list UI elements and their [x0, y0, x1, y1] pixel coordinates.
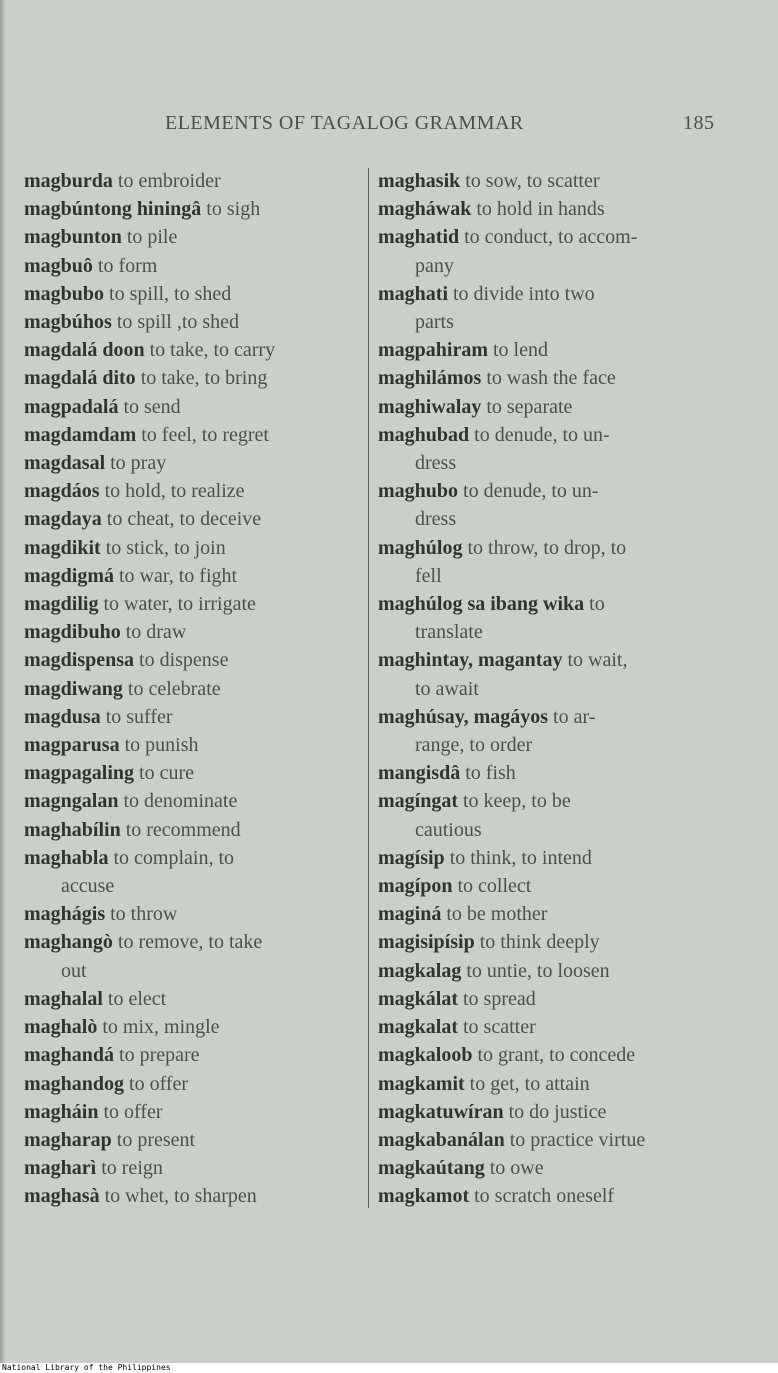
entry-definition: to get, to attain — [464, 1072, 590, 1095]
dictionary-entry — [24, 252, 369, 280]
entry-definition: to offer — [98, 1100, 163, 1123]
entry-definition: to fish — [460, 762, 516, 785]
dictionary-entry — [24, 1041, 369, 1069]
dictionary-entry-continuation — [378, 675, 723, 703]
entry-definition: to denominate — [118, 790, 238, 813]
dictionary-entry — [378, 1098, 723, 1126]
dictionary-entry — [24, 308, 369, 336]
entry-headword: maghalò — [24, 1016, 98, 1039]
entry-headword: magdikit — [24, 536, 101, 559]
entry-definition: to whet, to sharpen — [99, 1185, 257, 1208]
entry-definition: to cure — [134, 762, 195, 785]
entry-definition: to throw, to drop, to — [462, 536, 627, 559]
entry-definition: to form — [92, 254, 158, 277]
entry-headword: magháwak — [378, 198, 472, 221]
dictionary-entry — [378, 1126, 723, 1154]
dictionary-entry — [24, 477, 369, 505]
dictionary-entry — [24, 1154, 369, 1182]
entry-definition: to send — [118, 395, 181, 418]
dictionary-entry — [378, 1013, 723, 1041]
dictionary-entry — [24, 928, 369, 956]
entry-headword: magísip — [378, 846, 445, 869]
entry-headword: magíngat — [378, 790, 458, 813]
entry-headword: magkalat — [378, 1016, 458, 1039]
dictionary-entry-continuation — [378, 505, 723, 533]
entry-headword: maghati — [378, 282, 448, 305]
entry-definition: to scatter — [458, 1016, 536, 1039]
entry-definition: to sow, to scatter — [460, 170, 600, 192]
entry-headword: magdusa — [24, 705, 101, 728]
entry-definition: to separate — [481, 395, 573, 418]
dictionary-entry — [378, 1182, 723, 1210]
entry-headword: magdasal — [24, 452, 106, 475]
dictionary-entry — [24, 280, 369, 308]
entry-definition: translate — [415, 621, 483, 644]
entry-definition: to wash the face — [481, 367, 616, 390]
entry-headword: magdilig — [24, 593, 99, 616]
entry-definition: parts — [415, 311, 454, 334]
dictionary-entry — [378, 421, 723, 449]
entry-definition: to cheat, to deceive — [101, 508, 262, 531]
entry-headword: magbúntong hiningâ — [24, 198, 202, 221]
dictionary-entry — [378, 928, 723, 956]
entry-definition: to lend — [488, 339, 548, 362]
entry-headword: magdigmá — [24, 564, 114, 587]
dictionary-entry-continuation — [378, 618, 723, 646]
entry-headword: magkaloob — [378, 1044, 473, 1067]
right-column — [378, 167, 723, 1211]
entry-definition: to grant, to concede — [472, 1044, 636, 1067]
dictionary-entry — [24, 590, 369, 618]
dictionary-entry — [378, 844, 723, 872]
entry-headword: maghilámos — [378, 367, 482, 390]
entry-headword: maghúlog sa ibang wika — [378, 593, 585, 616]
entry-definition: to recommend — [120, 818, 241, 841]
dictionary-entry — [24, 1098, 369, 1126]
entry-definition: to prepare — [114, 1044, 200, 1067]
entry-definition: to denude, to un- — [469, 423, 610, 446]
dictionary-entry — [378, 223, 723, 251]
entry-definition: to remove, to take — [112, 931, 263, 954]
entry-definition: to dispense — [134, 649, 229, 672]
dictionary-entry — [24, 1070, 369, 1098]
column-divider — [368, 168, 369, 1208]
entry-definition: to spill ,to shed — [111, 311, 240, 334]
dictionary-entry — [378, 280, 723, 308]
entry-definition: to divide into two — [448, 282, 595, 305]
dictionary-entry — [24, 534, 369, 562]
dictionary-entry-continuation — [24, 957, 369, 985]
dictionary-entry — [378, 985, 723, 1013]
entry-headword: maghúsay, magáyos — [378, 705, 549, 728]
entry-headword: magdalá dito — [24, 367, 136, 390]
dictionary-entry — [378, 787, 723, 815]
entry-definition: to do justice — [503, 1100, 607, 1123]
entry-headword: maghandog — [24, 1072, 125, 1095]
entry-headword: magkabanálan — [378, 1128, 505, 1151]
dictionary-entry — [24, 421, 369, 449]
dictionary-entry-continuation — [378, 252, 723, 280]
entry-definition: to untie, to loosen — [461, 959, 610, 982]
entry-definition: to hold in hands — [471, 198, 605, 221]
dictionary-entry — [24, 364, 369, 392]
entry-definition: to practice virtue — [504, 1128, 646, 1151]
dictionary-entry-continuation — [378, 449, 723, 477]
entry-headword: maghasà — [24, 1185, 100, 1208]
entry-headword: magkalag — [378, 959, 462, 982]
dictionary-entry — [378, 336, 723, 364]
entry-definition: to spill, to shed — [104, 282, 232, 305]
entry-definition: out — [61, 959, 87, 982]
entry-definition: to war, to fight — [114, 564, 238, 587]
entry-definition: to pray — [105, 452, 167, 475]
dictionary-entry-continuation — [378, 816, 723, 844]
dictionary-entry — [24, 562, 369, 590]
dictionary-entry — [24, 393, 369, 421]
entry-headword: magdiwang — [24, 677, 123, 700]
running-header — [0, 112, 778, 142]
entry-headword: maghatid — [378, 226, 460, 249]
entry-definition: to collect — [452, 875, 532, 898]
dictionary-entry — [378, 1154, 723, 1182]
entry-definition: to ar- — [548, 705, 596, 728]
entry-definition: to sigh — [201, 198, 261, 221]
dictionary-entry — [24, 1182, 369, 1210]
entry-headword: magháin — [24, 1100, 99, 1123]
dictionary-entry — [378, 1041, 723, 1069]
entry-headword: maghabílin — [24, 818, 121, 841]
entry-headword: magharap — [24, 1128, 112, 1151]
page-number: 185 — [683, 112, 715, 134]
entry-definition: to pile — [121, 226, 178, 249]
entry-headword: magbubo — [24, 282, 105, 305]
dictionary-entry — [24, 336, 369, 364]
entry-definition: fell — [415, 564, 442, 587]
entry-headword: magkaútang — [378, 1157, 485, 1180]
entry-headword: magdaya — [24, 508, 102, 531]
dictionary-entry — [378, 872, 723, 900]
entry-definition: to await — [415, 677, 479, 700]
entry-headword: magharì — [24, 1157, 97, 1180]
entry-headword: magdalá doon — [24, 339, 145, 362]
entry-definition: to mix, mingle — [97, 1016, 220, 1039]
entry-definition: to draw — [120, 621, 187, 644]
entry-definition: to take, to bring — [135, 367, 268, 390]
entry-headword: magípon — [378, 875, 453, 898]
entry-definition: to hold, to realize — [99, 480, 245, 503]
entry-definition: to complain, to — [108, 846, 235, 869]
entry-definition: to conduct, to accom- — [459, 226, 638, 249]
entry-headword: maghubad — [378, 423, 470, 446]
entry-definition: to scratch oneself — [469, 1185, 615, 1208]
dictionary-entry — [24, 449, 369, 477]
entry-headword: magdamdam — [24, 423, 137, 446]
entry-headword: magkálat — [378, 987, 458, 1010]
entry-headword: maghabla — [24, 846, 109, 869]
dictionary-entry — [378, 1070, 723, 1098]
dictionary-entry — [378, 646, 723, 674]
entry-definition: to suffer — [100, 705, 173, 728]
entry-definition: to throw — [105, 903, 178, 926]
entry-headword: maghubo — [378, 480, 459, 503]
dictionary-entry — [24, 1013, 369, 1041]
entry-definition: dress — [415, 508, 457, 531]
entry-headword: magkamot — [378, 1185, 470, 1208]
entry-definition: to embroider — [112, 170, 221, 192]
entry-headword: maghágis — [24, 903, 106, 926]
dictionary-entry — [24, 167, 369, 195]
entry-definition: dress — [415, 452, 457, 475]
left-column — [24, 167, 369, 1211]
entry-headword: magisipísip — [378, 931, 475, 954]
entry-definition: to celebrate — [122, 677, 221, 700]
dictionary-entry — [378, 534, 723, 562]
dictionary-entry — [378, 900, 723, 928]
entry-definition: to present — [111, 1128, 196, 1151]
entry-headword: maghasik — [378, 170, 461, 192]
entry-headword: magpahiram — [378, 339, 488, 362]
entry-definition: to think deeply — [474, 931, 600, 954]
entry-headword: magkatuwíran — [378, 1100, 504, 1123]
entry-headword: maginá — [378, 903, 442, 926]
entry-definition: cautious — [415, 818, 482, 841]
entry-headword: magbunton — [24, 226, 122, 249]
dictionary-entry — [378, 759, 723, 787]
entry-headword: maghandá — [24, 1044, 115, 1067]
dictionary-entry — [378, 703, 723, 731]
dictionary-entry — [24, 985, 369, 1013]
dictionary-entry-continuation — [378, 731, 723, 759]
dictionary-entry — [378, 590, 723, 618]
entry-headword: magdibuho — [24, 621, 121, 644]
entry-headword: magpadalá — [24, 395, 119, 418]
dictionary-entry-continuation — [24, 872, 369, 900]
dictionary-entry — [24, 223, 369, 251]
entry-headword: maghiwalay — [378, 395, 482, 418]
dictionary-entry — [24, 1126, 369, 1154]
dictionary-entry — [24, 195, 369, 223]
dictionary-entry — [24, 844, 369, 872]
page-spine-shadow — [0, 0, 6, 1363]
entry-headword: maghintay, magantay — [378, 649, 563, 672]
entry-headword: magbuô — [24, 254, 93, 277]
entry-definition: to owe — [484, 1157, 544, 1180]
entry-definition: to spread — [458, 987, 536, 1010]
entry-headword: magpagaling — [24, 762, 135, 785]
dictionary-entry — [24, 731, 369, 759]
dictionary-entry-continuation — [378, 562, 723, 590]
dictionary-entry — [24, 816, 369, 844]
dictionary-entry — [24, 618, 369, 646]
dictionary-entry — [24, 787, 369, 815]
dictionary-entry — [378, 957, 723, 985]
dictionary-entry-continuation — [378, 308, 723, 336]
entry-headword: magkamit — [378, 1072, 465, 1095]
entry-headword: magparusa — [24, 734, 120, 757]
entry-headword: magburda — [24, 170, 113, 192]
entry-definition: to — [584, 593, 605, 616]
entry-headword: maghalal — [24, 987, 103, 1010]
dictionary-entry — [24, 505, 369, 533]
entry-definition: to offer — [124, 1072, 189, 1095]
dictionary-entry — [24, 703, 369, 731]
entry-definition: to water, to irrigate — [98, 593, 256, 616]
dictionary-entry — [378, 393, 723, 421]
entry-definition: to be mother — [441, 903, 548, 926]
dictionary-entry — [24, 675, 369, 703]
entry-headword: magngalan — [24, 790, 119, 813]
dictionary-entry — [378, 364, 723, 392]
entry-definition: to keep, to be — [458, 790, 571, 813]
entry-definition: to stick, to join — [100, 536, 226, 559]
entry-definition: to elect — [102, 987, 167, 1010]
entry-headword: mangisdâ — [378, 762, 461, 785]
entry-headword: maghangò — [24, 931, 113, 954]
entry-headword: magdispensa — [24, 649, 135, 672]
entry-definition: to think, to intend — [444, 846, 592, 869]
entry-definition: to reign — [96, 1157, 163, 1180]
entry-headword: magbúhos — [24, 311, 112, 334]
entry-definition: pany — [415, 254, 454, 277]
entry-headword: magdáos — [24, 480, 100, 503]
entry-definition: to wait, — [562, 649, 628, 672]
entry-definition: to take, to carry — [144, 339, 276, 362]
entry-definition: range, to order — [415, 734, 533, 757]
dictionary-entry — [24, 759, 369, 787]
entry-definition: to denude, to un- — [458, 480, 599, 503]
entry-definition: to punish — [119, 734, 199, 757]
dictionary-entry — [378, 477, 723, 505]
entry-headword: maghúlog — [378, 536, 463, 559]
dictionary-entry — [24, 900, 369, 928]
entry-definition: accuse — [61, 875, 115, 898]
footer-credit: National Library of the Philippines — [2, 1363, 171, 1372]
entry-definition: to feel, to regret — [136, 423, 269, 446]
dictionary-entry — [378, 167, 723, 195]
dictionary-entry — [24, 646, 369, 674]
header-title: ELEMENTS OF TAGALOG GRAMMAR — [165, 112, 524, 134]
dictionary-entry — [378, 195, 723, 223]
